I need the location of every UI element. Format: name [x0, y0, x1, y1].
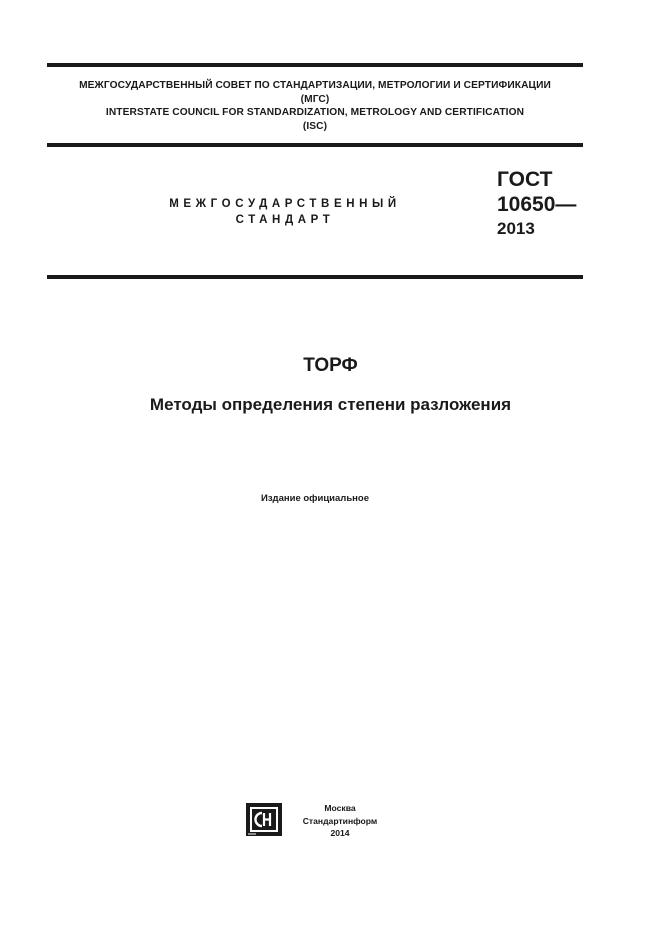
standard-type-line1: МЕЖГОСУДАРСТВЕННЫЙ: [169, 198, 401, 210]
gost-label: ГОСТ: [497, 168, 553, 191]
standartinform-logo-icon: [246, 803, 282, 836]
council-name-ru: МЕЖГОСУДАРСТВЕННЫЙ СОВЕТ ПО СТАНДАРТИЗАЦИИ, МЕТРОЛОГИИ И СЕРТИФИКАЦИИ: [79, 80, 551, 91]
gost-designation: [497, 166, 576, 240]
standard-type-line2: СТАНДАРТ: [235, 214, 335, 226]
designation-rule: [47, 275, 583, 279]
gost-year: 2013: [497, 219, 535, 238]
council-name-en: INTERSTATE COUNCIL FOR STANDARDIZATION, METROLOGY AND CERTIFICATION: [105, 107, 525, 118]
header-rule: [47, 143, 583, 147]
standard-type: [120, 196, 450, 228]
publisher-block: [294, 802, 386, 840]
document-title: ТОРФ: [303, 355, 358, 376]
document-subtitle: Методы определения степени разложения: [149, 395, 512, 414]
publisher-city: Москва: [324, 803, 356, 813]
publisher-name: Стандартинформ: [302, 815, 378, 826]
publisher-year: 2014: [330, 828, 350, 838]
council-header: [47, 79, 583, 133]
council-abbr-ru: (МГС): [300, 93, 330, 105]
top-rule: [47, 63, 583, 67]
council-abbr-en: (ISC): [302, 120, 328, 132]
gost-number: 10650—: [497, 193, 577, 216]
edition-note: Издание официальное: [261, 493, 369, 504]
